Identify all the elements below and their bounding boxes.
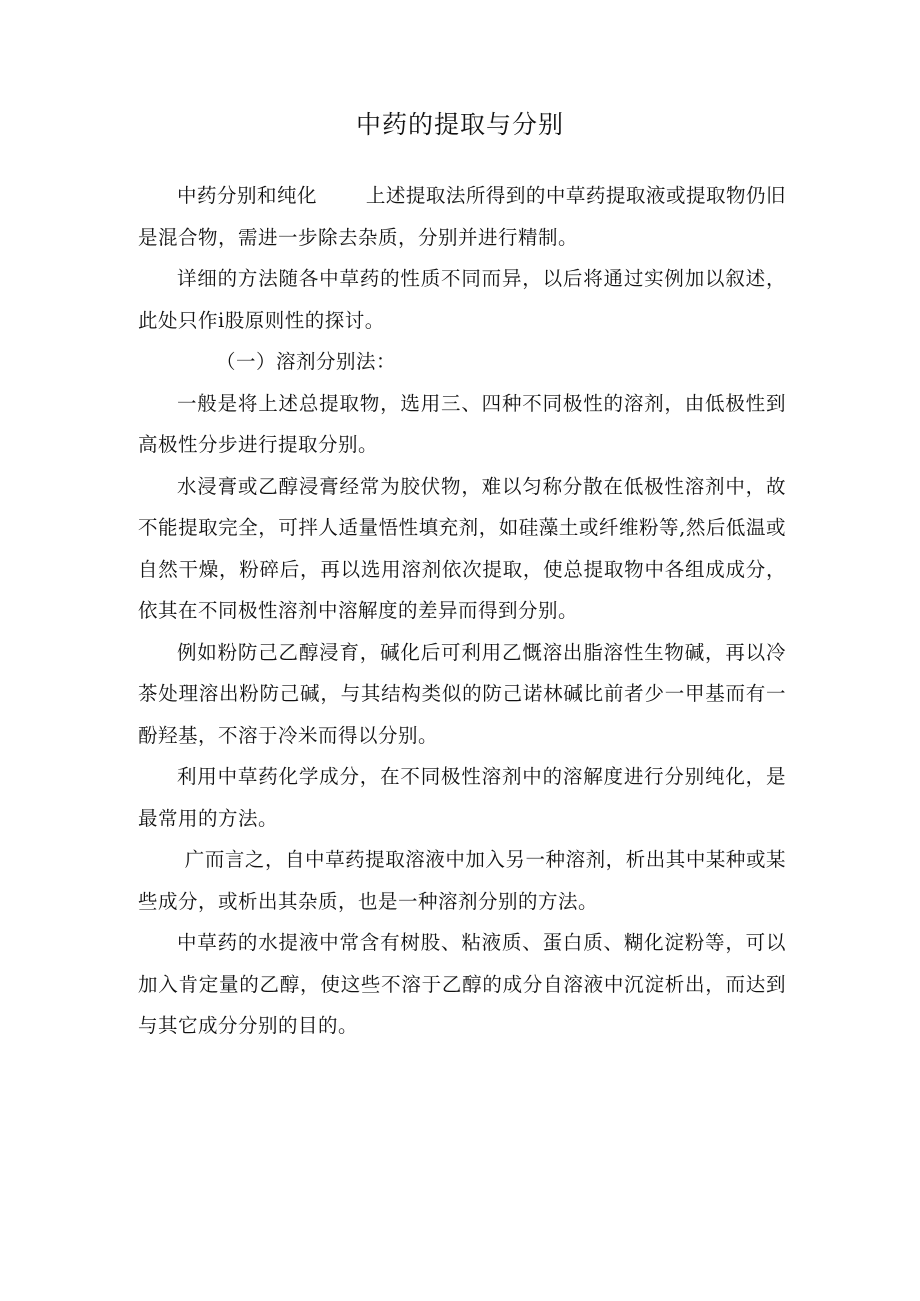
paragraph-6: 例如粉防己乙醇浸育，碱化后可利用乙慨溶出脂溶性生物碱，再以冷茶处理溶出粉防己碱，与其结构类似的防己诺林碱比前者少一甲基而有一酚羟基，不溶于冷米而得以分别。: [138, 640, 786, 747]
document-body: [138, 175, 786, 1047]
paragraph-1: [138, 175, 786, 258]
paragraph-7: 利用中草药化学成分，在不同极性溶剂中的溶解度进行分别纯化，是最常用的方法。: [138, 765, 786, 830]
paragraph-4: 一般是将上述总提取物，选用三、四种不同极性的溶剂，由低极性到高极性分步进行提取分别。: [138, 391, 786, 456]
paragraph-8: 广而言之，自中草药提取溶液中加入另一种溶剂，析出其中某种或某些成分，或析出其杂质，也是一种溶剂分别的方法。: [138, 848, 786, 913]
subsection-heading: （一）溶剂分别法：: [216, 350, 397, 373]
paragraph-1-text: 上述提取法所得到的中草药提取液或提取物仍旧是混合物，需进一步除去杂质，分别并进行精制。: [138, 184, 786, 249]
document-title: 中药的提取与分别: [355, 110, 564, 139]
paragraph-5: 水浸膏或乙醇浸膏经常为胶伏物，难以匀称分散在低极性溶剂中，故不能提取完全，可拌人适量悟性填充剂，如硅藻土或纤维粉等,然后低温或自然干燥，粉碎后，再以选用溶剂依次提取，使总提取物中各组成成分，依其在不同极性溶剂中溶解度的差异而得到分别。: [138, 474, 786, 622]
paragraph-2: 详细的方法随各中草药的性质不同而异，以后将通过实例加以叙述，此处只作i股原则性的探讨。: [138, 267, 786, 332]
section-heading: 中药分别和纯化: [177, 184, 318, 207]
paragraph-9: 中草药的水提液中常含有树股、粘液质、蛋白质、糊化淀粉等，可以加入肯定量的乙醇，使这些不溶于乙醇的成分自溶液中沉淀析出，而达到与其它成分分别的目的。: [138, 931, 786, 1037]
